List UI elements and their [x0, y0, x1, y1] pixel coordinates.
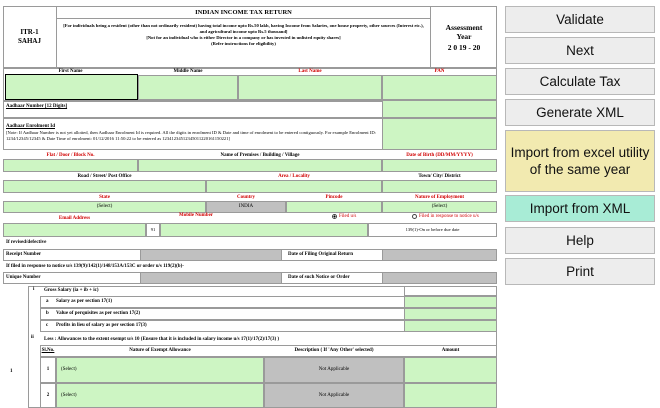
email-input[interactable] — [3, 223, 146, 237]
town-input[interactable] — [382, 180, 497, 193]
print-button[interactable]: Print — [505, 258, 655, 285]
import-xml-button[interactable]: Import from XML — [505, 195, 655, 222]
pan-input[interactable] — [382, 75, 497, 100]
date-original-input[interactable] — [382, 249, 497, 261]
flat-input[interactable] — [3, 159, 138, 172]
calculate-tax-button[interactable]: Calculate Tax — [505, 68, 655, 95]
help-button[interactable]: Help — [505, 227, 655, 254]
less-allowances-label: Less : Allowances to the extent exempt u/s 10 (Ensure that it is included in salary income u/s 17(1)/17(2)/17(3) ) — [44, 337, 280, 342]
salary-a-label: Salary as per section 17(1) — [56, 299, 113, 304]
date-original-label: Date of Filing Original Return — [288, 252, 353, 257]
salary-c-letter: c — [46, 323, 49, 328]
email-label: Email Address — [58, 216, 91, 221]
country-label: Country — [236, 195, 256, 200]
premises-input[interactable] — [138, 159, 382, 172]
generate-xml-button[interactable]: Generate XML — [505, 99, 655, 126]
employment-select[interactable]: (Select) — [382, 201, 497, 213]
filed-notice-radio-group[interactable] — [412, 214, 479, 219]
salary-c-input[interactable] — [404, 320, 497, 332]
premises-label: Name of Premises / Building / Village — [220, 153, 300, 158]
filed-us-label: Filed u/s — [339, 214, 357, 219]
allowance-desc-value: Not Applicable — [318, 367, 350, 372]
enrolment-input[interactable] — [382, 118, 497, 150]
assessment-year-label: Assessment Year — [445, 22, 483, 41]
receipt-input[interactable] — [140, 249, 282, 261]
middle-name-input[interactable] — [138, 75, 238, 100]
allowance-nature-value: (Select) — [61, 367, 77, 372]
form-code: ITR-1 SAHAJ — [18, 28, 41, 45]
if-revised-label: If revised/defective — [6, 240, 47, 245]
first-name-label: First Name — [58, 69, 83, 74]
filed-notice-label: Filed in response to notice u/s — [419, 214, 479, 219]
filed-us-radio-group[interactable] — [332, 214, 356, 219]
pincode-label: Pincode — [325, 195, 343, 200]
assessment-year-value: 2 0 19 - 20 — [447, 42, 481, 52]
allowance-amount-input[interactable] — [404, 357, 497, 383]
col-amount-header: Amount — [441, 348, 460, 353]
salary-a-letter: a — [46, 299, 49, 304]
allowance-desc-field — [264, 357, 404, 383]
pan-label: PAN — [434, 69, 445, 74]
salary-b-input[interactable] — [404, 308, 497, 320]
date-notice-input[interactable] — [382, 272, 497, 284]
state-label: State — [99, 195, 110, 200]
road-input[interactable] — [3, 180, 206, 193]
flat-label: Flat / Door / Block No. — [46, 153, 95, 158]
notice-label: If filed in response to notice u/s 139(9)/142(1)/148/153A/153C or order u/s 119(2)(b)- — [6, 264, 184, 269]
form-title: INDIAN INCOME TAX RETURN — [195, 8, 292, 16]
allowance-outer-number: 1 — [10, 369, 13, 374]
assessment-year-cell — [430, 6, 497, 68]
aadhaar-label: Aadhaar Number [12 Digits] — [6, 104, 68, 109]
enrolment-note: [Note: If Aadhaar Number is not yet allotted, then Aadhaar Enrolment Id is required. All the digits in enrolment ID & Date and time of enrolment to be entered contiguously. For example Enrolment ID: 1234/12345/12345 & Date Time of enrolment: 01/12/2016 11:50:22 to be entered as 12341234512345011220161150221] — [6, 130, 376, 141]
allowance-desc-value: Not Applicable — [318, 393, 350, 398]
first-name-input[interactable] — [5, 74, 138, 100]
allowance-nature-select[interactable] — [56, 357, 264, 383]
dob-label: Date of Birth (DD/MM/YYYY) — [406, 153, 473, 158]
aadhaar-input[interactable] — [382, 100, 497, 118]
filed-under-section-value[interactable]: 139(1)-On or before due date — [368, 223, 497, 237]
roman-i: i — [33, 287, 35, 292]
col-desc-header: Description ( If 'Any Other' selected) — [294, 348, 374, 353]
roman-ii: ii — [31, 335, 34, 340]
radio-selected-icon — [332, 214, 337, 219]
allowance-sl: 2 — [40, 383, 56, 408]
salary-b-letter: b — [46, 311, 49, 316]
gross-amount-cell — [404, 286, 497, 296]
eligibility-line-3: (Refer instructions for eligibility) — [211, 41, 276, 46]
allowance-sl: 1 — [40, 357, 56, 383]
state-select[interactable]: (Select) — [3, 201, 206, 213]
middle-name-label: Middle Name — [173, 69, 203, 74]
allowance-nature-value: (Select) — [61, 393, 77, 398]
col-nature-header: Nature of Exempt Allowance — [129, 348, 191, 353]
area-label: Area / Locality — [278, 174, 310, 179]
radio-empty-icon — [412, 214, 417, 219]
allowance-nature-select[interactable] — [56, 383, 264, 408]
validate-button[interactable]: Validate — [505, 6, 655, 33]
salary-a-input[interactable] — [404, 296, 497, 308]
receipt-label: Receipt Number — [6, 252, 42, 257]
eligibility-line-2: [Not for an individual who is either Director in a company or has invested in unlisted equity shares] — [146, 35, 341, 40]
salary-b-label: Value of perquisites as per section 17(2) — [56, 311, 141, 316]
last-name-input[interactable] — [238, 75, 382, 100]
next-button[interactable]: Next — [505, 37, 655, 64]
unique-label: Unique Number — [6, 275, 41, 280]
form-title-cell — [57, 6, 430, 68]
form-code-cell — [3, 6, 57, 68]
mobile-label: Mobile Number — [178, 213, 214, 218]
dob-input[interactable] — [382, 159, 497, 172]
allowance-desc-field — [264, 383, 404, 408]
country-code-field: 91 — [146, 223, 160, 237]
employment-label: Nature of Employment — [414, 195, 465, 200]
road-label: Road / Street/ Post Office — [77, 174, 132, 179]
country-field: INDIA — [206, 201, 286, 213]
enrolment-label: Aadhaar Enrolment Id — [6, 124, 55, 129]
area-input[interactable] — [206, 180, 382, 193]
unique-input[interactable] — [140, 272, 282, 284]
last-name-label: Last Name — [298, 69, 322, 74]
import-excel-button[interactable]: Import from excel utility of the same year — [505, 130, 655, 192]
allowance-amount-input[interactable] — [404, 383, 497, 408]
col-sl-header: Sl.No. — [41, 348, 55, 353]
eligibility-line-1: [For individuals being a resident (other than not ordinarily resident) having total income upto Rs.50 lakh, having Income from Salaries, one house property, other sources (Interest etc.), and agricultural income upto Rs.5 thousand] — [63, 23, 424, 34]
gross-label: Gross Salary (ia + ib + ic) — [44, 288, 99, 293]
mobile-input[interactable] — [160, 223, 368, 237]
pincode-input[interactable] — [286, 201, 382, 213]
action-panel — [500, 0, 660, 408]
town-label: Town/ City/ District — [418, 174, 461, 179]
date-notice-label: Date of such Notice or Order — [288, 275, 350, 280]
salary-c-label: Profits in lieu of salary as per section 17(3) — [56, 323, 147, 328]
